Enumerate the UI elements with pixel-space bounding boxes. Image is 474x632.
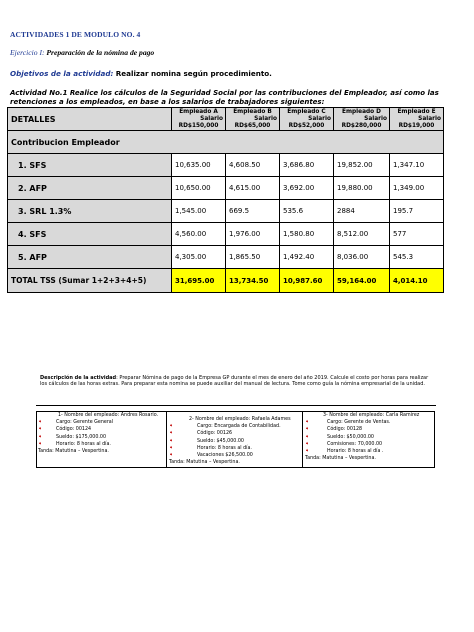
total-label: TOTAL TSS (Sumar 1+2+3+4+5) [8,269,172,293]
row-label: 5. AFP [8,246,172,269]
table-cell: 10,650.00 [172,177,226,200]
section-row [8,131,444,154]
employee-header: Empleado D Salario RD$280,000 [334,108,390,131]
table-cell: 1,545.00 [172,200,226,223]
arrow-bullet-icon: ➧ [169,452,174,459]
exercise-label: Ejercicio I: [10,48,45,57]
description-label: Descripción de la actividad [40,375,117,381]
list-item: ➧ Horario: 8 horas al día. [38,440,111,447]
arrow-bullet-icon: ➧ [305,448,310,455]
description-text: : Preparar Nómina de pago de la Empresa GP durante el mes de enero del año 2019. Calcule el costo por horas para realizar los cálculos de las horas extras. Para preparar esta nomina se puede auxiliar del manual de lectura. Tome como guía la nómina empresarial de la unidad. [40,375,429,388]
table-cell: 10,635.00 [172,154,226,177]
table-cell: 1,349.00 [390,177,444,200]
table-cell: 535.6 [280,200,334,223]
row-label: 3. SRL 1.3% [8,200,172,223]
activity-instructions: Actividad No.1 Realice los cálculos de la Seguridad Social por las contribuciones del Empleador, así como las retenciones a los empleados, en base a los salarios de trabajadores siguientes: [10,89,439,106]
section-title: Contribucion Empleador [8,131,444,154]
list-item: ➧ Código: 00126 [169,430,233,437]
list-item: ➧ Horario: 8 horas al día . [305,448,384,455]
arrow-bullet-icon: ➧ [169,430,174,437]
column-divider [166,411,167,468]
arrow-bullet-icon: ➧ [305,426,310,433]
arrow-bullet-icon: ➧ [38,433,43,440]
table-row [8,200,444,223]
shift-text: Tanda: Matutina – Vespertina. [169,460,240,466]
page-header: ACTIVIDADES 1 DE MODULO NO. 4 [10,30,141,39]
objective-text: Realizar nomina según procedimiento. [115,69,272,78]
list-item: ➧ Cargo: Gerente de Ventas. [305,419,391,426]
arrow-bullet-icon: ➧ [305,440,310,447]
employee-header: Empleado E Salario RD$19,000 [390,108,444,131]
table-row [8,154,444,177]
table-cell: 4,560.00 [172,223,226,246]
employee-card-1 [38,412,164,455]
employee-name: 1- Nombre del empleado: Andres Rosario. [58,413,159,418]
table-cell: 3,686.80 [280,154,334,177]
table-cell: 1,492.40 [280,246,334,269]
table-cell: 577 [390,223,444,246]
shift-text: Tanda: Matutina – Vespertina. [38,449,109,455]
exercise-text: Preparación de la nómina de pago [46,48,155,57]
total-cell: 4,014.10 [390,269,444,293]
divider [36,405,436,406]
list-item: ➧ Sueldo: $50,000.00 [305,433,374,440]
table-cell: 19,880.00 [334,177,390,200]
activity-description [40,375,436,387]
table-row [8,246,444,269]
arrow-bullet-icon: ➧ [305,419,310,426]
arrow-bullet-icon: ➧ [169,423,174,430]
table-cell: 669.5 [226,200,280,223]
table-cell: 1,865.50 [226,246,280,269]
total-cell: 31,695.00 [172,269,226,293]
objective-label: Objetivos de la actividad: [10,69,114,78]
table-cell: 1,347.10 [390,154,444,177]
list-item: ➧ Código: 00128 [305,426,363,433]
table-cell: 1,580.80 [280,223,334,246]
list-item: ➧ Cargo: Gerente General [38,419,114,426]
table-cell: 2884 [334,200,390,223]
table-cell: 4,615.00 [226,177,280,200]
shift-text: Tanda: Matutina – Vespertina. [305,456,376,462]
list-item: ➧ Sueldo: $175,000.00 [38,433,107,440]
employee-header: Empleado B Salario RD$65,000 [226,108,280,131]
arrow-bullet-icon: ➧ [169,437,174,444]
arrow-bullet-icon: ➧ [305,433,310,440]
employee-name: 3- Nombre del empleado: Carla Ramirez [323,413,420,418]
table-cell: 19,852.00 [334,154,390,177]
employee-card-2 [169,416,301,466]
arrow-bullet-icon: ➧ [38,419,43,426]
column-divider [302,411,303,468]
table-cell: 8,036.00 [334,246,390,269]
arrow-bullet-icon: ➧ [38,426,43,433]
list-item: ➧ Sueldo: $45,000.00 [169,437,244,444]
table-cell: 3,692.00 [280,177,334,200]
row-label: 4. SFS [8,223,172,246]
arrow-bullet-icon: ➧ [169,444,174,451]
table-row [8,223,444,246]
list-item: ➧ Cargo: Encargada de Contabilidad. [169,423,281,430]
objective [10,69,272,78]
total-cell: 13,734.50 [226,269,280,293]
exercise-title [10,48,180,58]
row-label: 2. AFP [8,177,172,200]
details-header: DETALLES [8,108,172,131]
table-cell: 1,976.00 [226,223,280,246]
table-header-row [8,108,444,131]
list-item: ➧ Vacaciones $26,500.00 [169,452,253,459]
tss-table [7,107,444,293]
list-item: ➧ Código: 00124 [38,426,92,433]
total-cell: 59,164.00 [334,269,390,293]
table-cell: 4,305.00 [172,246,226,269]
total-cell: 10,987.60 [280,269,334,293]
table-cell: 195.7 [390,200,444,223]
list-item: ➧ Comisiones: 70,000.00 [305,440,383,447]
table-row [8,177,444,200]
employee-header: Empleado A Salario RD$150,000 [172,108,226,131]
table-cell: 4,608.50 [226,154,280,177]
total-row [8,269,444,293]
employee-header: Empleado C Salario RD$52,000 [280,108,334,131]
employee-name: 2- Nombre del empleado: Rafaela Adames [189,417,291,422]
list-item: ➧ Horario: 8 horas al día. [169,444,252,451]
employee-card-3 [305,412,433,462]
table-cell: 545.3 [390,246,444,269]
row-label: 1. SFS [8,154,172,177]
arrow-bullet-icon: ➧ [38,440,43,447]
table-cell: 8,512.00 [334,223,390,246]
